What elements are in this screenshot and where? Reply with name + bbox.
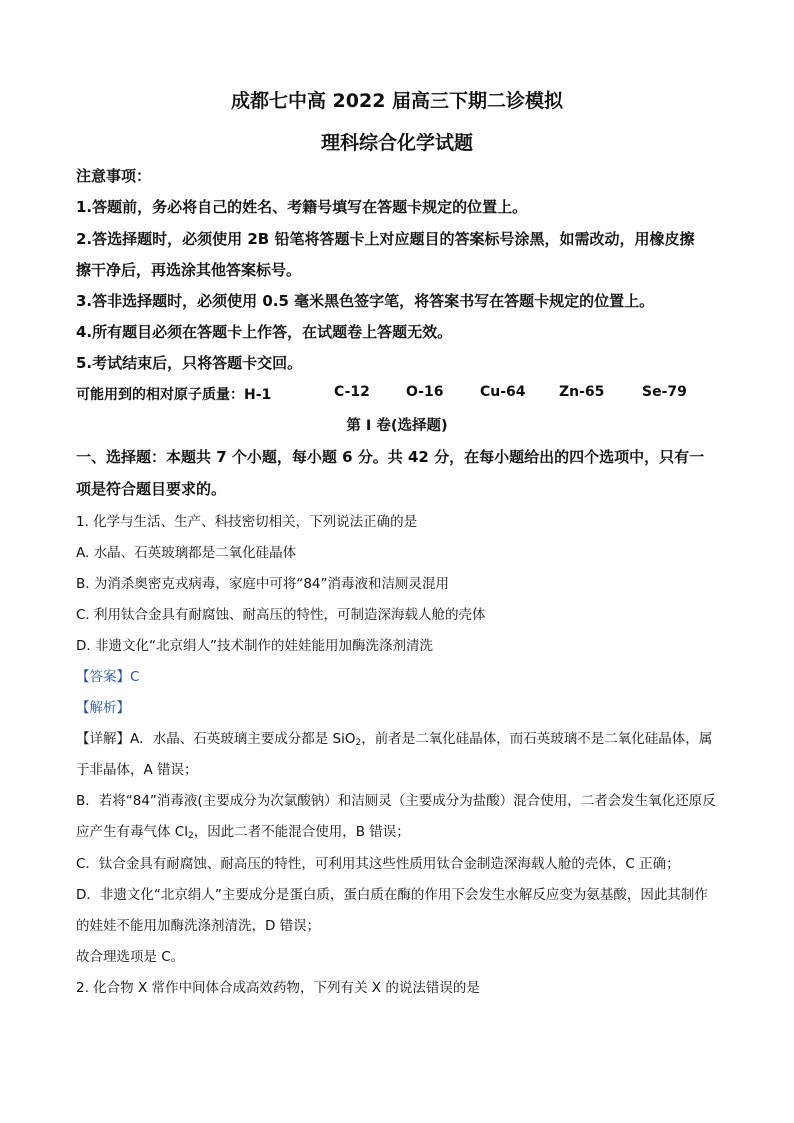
note-item: 1.答题前，务必将自己的姓名、考籍号填写在答题卡规定的位置上。 <box>76 198 528 216</box>
detail-line: 的娃娃不能用加酶洗涤剂清洗，D 错误； <box>76 918 321 934</box>
analysis-heading <box>76 696 130 716</box>
notes-heading: 注意事项： <box>76 167 152 185</box>
option-c: C. 利用钛合金具有耐腐蚀、耐高压的特性，可制造深海载人舱的壳体 <box>76 607 486 623</box>
subscript: 2 <box>355 738 362 748</box>
atomic-mass: Zn-65 <box>559 384 605 400</box>
section-instruction: 一、选择题：本题共 7 个小题，每小题 6 分。共 42 分，在每小题给出的四个选项中，只有一 <box>76 448 705 466</box>
atomic-mass: O-16 <box>406 384 444 400</box>
detail-line: B．若将“84”消毒液(主要成分为次氯酸钠）和洁厕灵（主要成分为盐酸）混合使用，二者会发生氧化还原反 <box>76 793 716 809</box>
option-d: D. 非遗文化“北京绢人”技术制作的娃娃能用加酶洗涤剂清洗 <box>76 638 433 654</box>
conclusion-line: 故合理选项是 C。 <box>76 949 185 965</box>
note-item: 3.答非选择题时，必须使用 0.5 毫米黑色签字笔，将答案书写在答题卡规定的位置上。 <box>76 292 655 310</box>
note-item: 擦干净后，再选涂其他答案标号。 <box>76 261 302 279</box>
note-item: 2.答选择题时，必须使用 2B 铅笔将答题卡上对应题目的答案标号涂黑，如需改动，用橡皮擦 <box>76 230 695 248</box>
page-title: 成都七中高 2022 届高三下期二诊模拟 <box>230 90 564 112</box>
answer-line <box>76 665 139 685</box>
detail-line: D．非遗文化“北京绢人”主要成分是蛋白质，蛋白质在酶的作用下会发生水解反应变为氨基酸，因此其制作 <box>76 887 708 903</box>
atomic-mass: Cu-64 <box>480 384 526 400</box>
detail-text: 应产生有毒气体 Cl <box>76 824 188 840</box>
option-a: A. 水晶、石英玻璃都是二氧化硅晶体 <box>76 545 297 561</box>
answer-text: 【答案】C <box>76 669 140 685</box>
question-2-stem: 2. 化合物 X 常作中间体合成高效药物，下列有关 X 的说法错误的是 <box>76 980 480 996</box>
atomic-masses <box>76 384 716 404</box>
detail-line: 于非晶体，A 错误； <box>76 762 198 778</box>
detail-line <box>76 820 410 841</box>
atomic-mass: Se-79 <box>642 384 687 400</box>
page-subtitle: 理科综合化学试题 <box>320 132 473 154</box>
detail-line: C．钛合金具有耐腐蚀、耐高压的特性，可利用其这些性质用钛合金制造深海载人舱的壳体，C 正确； <box>76 856 680 872</box>
note-item: 5.考试结束后，只将答题卡交回。 <box>76 354 303 372</box>
atomic-mass: C-12 <box>334 384 370 400</box>
section-title: 第 I 卷(选择题) <box>346 418 448 434</box>
analysis-text: 【解析】 <box>76 700 130 716</box>
option-b: B. 为消杀奥密克戎病毒，家庭中可将“84”消毒液和洁厕灵混用 <box>76 576 450 592</box>
detail-text: ，因此二者不能混合使用，B 错误； <box>193 824 410 840</box>
detail-line <box>76 727 712 748</box>
question-1-stem: 1. 化学与生活、生产、科技密切相关，下列说法正确的是 <box>76 514 418 530</box>
detail-text: 【详解】A．水晶、石英玻璃主要成分都是 SiO <box>76 731 356 747</box>
detail-text: ，前者是二氧化硅晶体，而石英玻璃不是二氧化硅晶体，属 <box>361 731 713 747</box>
atomic-masses-label: 可能用到的相对原子质量：H-1 <box>76 387 272 403</box>
note-item: 4.所有题目必须在答题卡上作答，在试题卷上答题无效。 <box>76 323 453 341</box>
subscript: 2 <box>187 831 194 841</box>
section-instruction: 项是符合题目要求的。 <box>76 480 227 498</box>
